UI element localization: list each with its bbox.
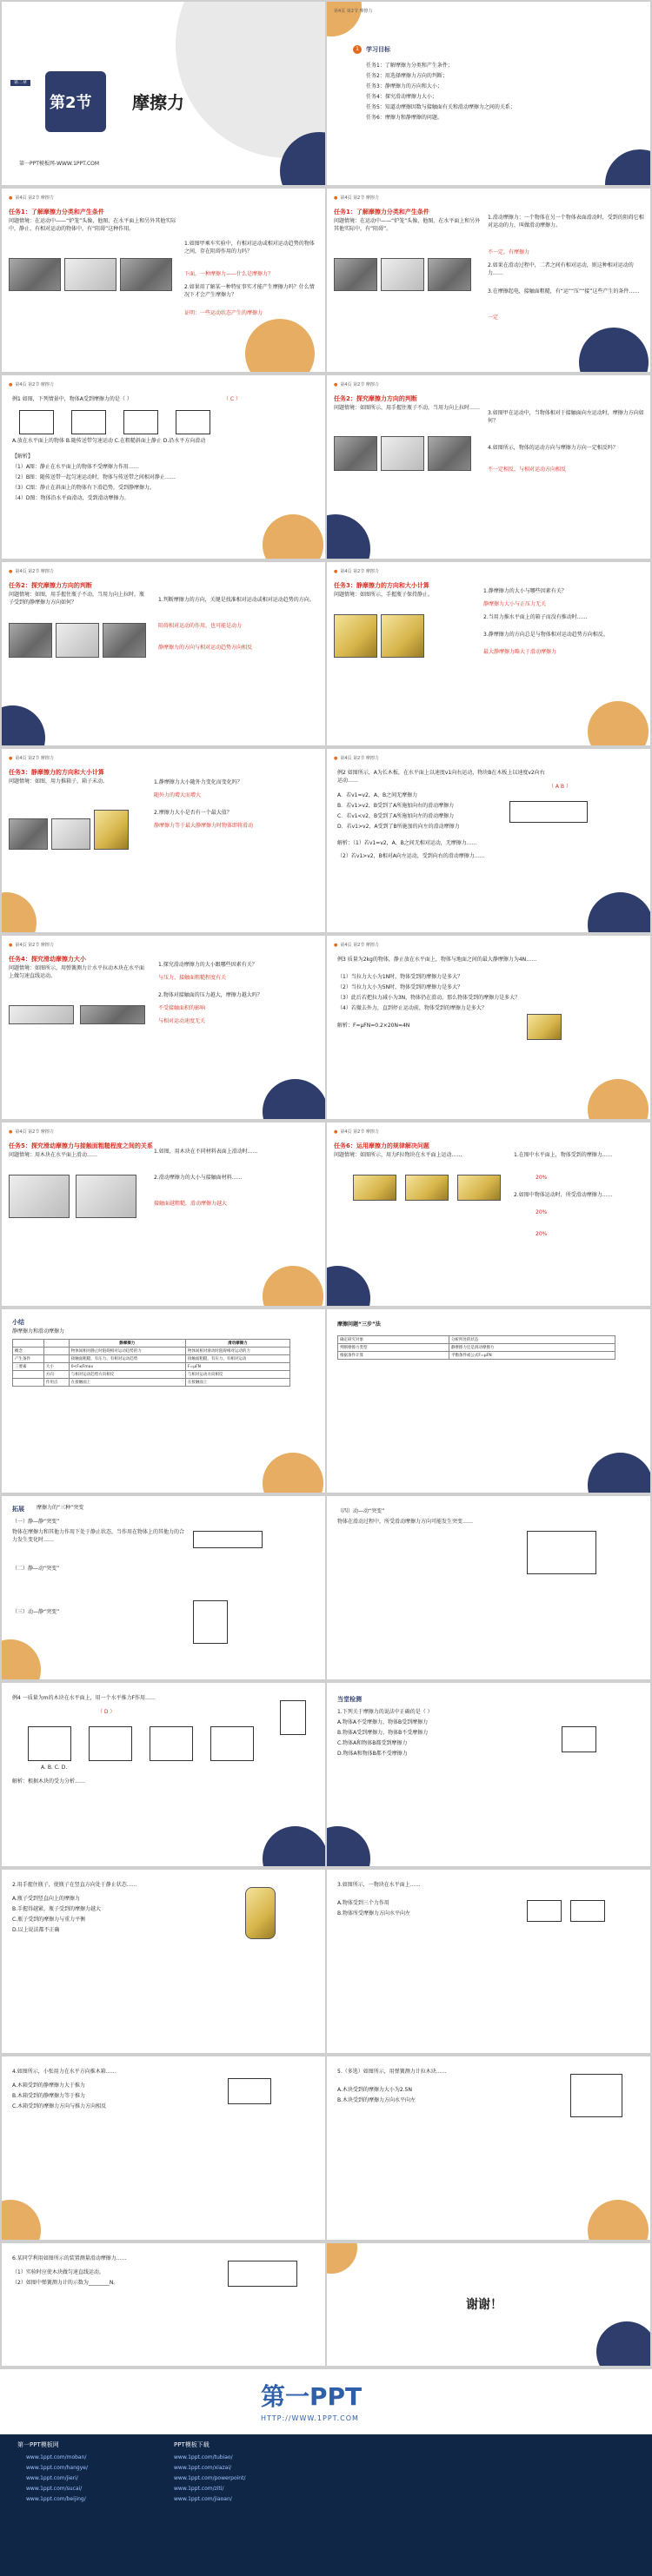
- slide-header: ● 第4页 第2节 摩擦力: [9, 195, 54, 201]
- quiz-question: 6.某同学利用如图所示的装置测量滑动摩擦力……: [12, 2255, 127, 2261]
- answer-red: 随外力的增大而增大: [154, 792, 202, 798]
- slide-task4[interactable]: [2, 936, 325, 1119]
- hint-text: 下面，一种摩擦力——什么是摩擦力？: [184, 271, 274, 277]
- deco-navy-circle: [2, 705, 45, 745]
- footer-link[interactable]: www.1ppt.com/ziti/: [174, 2486, 224, 2492]
- summary-heading: 小结: [12, 1319, 24, 1326]
- slide-example3[interactable]: [327, 936, 650, 1119]
- percent-label: 20%: [536, 1209, 548, 1215]
- sub-question: （4）若撤去外力，直到停止运动前，物体受到的摩擦力是多大？: [337, 1005, 487, 1011]
- summary-table: 静摩擦力 滑动摩擦力 概念 物体间相对静止时阻碍相对运动趋势的力 物体间相对滑动时阻碍相对运动的力 产生条件 接触面粗糙、有压力、有相对运动趋势 接触面粗糙、有压力、有相对运动 三要素 大小 0<F≤Fmax F=μFN 方向 与相对运动趋势方向相反 与相对运动方向相反 作用点 在接触面上 在接触面上: [12, 1339, 290, 1387]
- slide-header: 第4页 第2节 摩擦力: [334, 9, 373, 14]
- slide-example2[interactable]: [327, 749, 650, 932]
- quiz-option: B.物体所受摩擦力方向水平向左: [337, 1910, 411, 1917]
- extension-line: （四）动—动“突变”: [337, 1508, 385, 1514]
- section-number: 第2节: [50, 94, 92, 112]
- quiz-option: A.物体受到三个力作用: [337, 1900, 389, 1906]
- task-title: 任务2：探究摩擦力方向的判断: [334, 395, 417, 402]
- quiz-option: B.木块受到的摩擦力方向水平向左: [337, 2097, 416, 2103]
- steps-table: 确定研究对象 分析所处的状态 判断摩擦力类型 静摩擦力还是滑动摩擦力 根据条件计算 平衡条件或公式F=μFN: [337, 1335, 615, 1360]
- quiz-option: D.物体A和物体B都不受摩擦力: [337, 1751, 408, 1757]
- diagram: [527, 1900, 562, 1922]
- quiz-option: B.手握得越紧，瓶子受到的摩擦力越大: [12, 1906, 102, 1912]
- slide-task3a[interactable]: [327, 562, 650, 745]
- slide-goals[interactable]: [327, 2, 650, 185]
- deco-orange-circle: [2, 1639, 41, 1679]
- problem-text: 问题情境：如图，用手握住瓶子不动，当用力向上拉时，瓶子受到的静摩擦力方向如何？: [9, 592, 145, 606]
- question-text: 4.如图所示，物体的运动方向与摩擦力方向一定相反吗？: [488, 445, 618, 451]
- solution-line: （2）B图：随传送带一起匀速运动时，物体与传送带之间相对静止……: [12, 474, 176, 480]
- question-text: 2.物体对接触面的压力越大，摩擦力越大吗？: [158, 992, 263, 998]
- problem-text: 问题情境：如图所示，手握瓶子保持静止。: [334, 592, 434, 598]
- question-text: 1.在图中水平面上，物体受到的摩擦力……: [514, 1152, 613, 1158]
- photo: [64, 258, 116, 291]
- problem-text: 问题情境：如图，用力推箱子，箱子未动。: [9, 778, 109, 785]
- goals-badge: 1: [353, 45, 362, 54]
- quiz-question: 3.如图所示，一物块在水平面上……: [337, 1882, 421, 1888]
- slide-header: ● 第4页 第2节 摩擦力: [334, 382, 379, 387]
- footer-link[interactable]: www.1ppt.com/jiaoan/: [174, 2496, 232, 2502]
- quiz-option: A.瓶子受到竖直向上的摩擦力: [12, 1896, 80, 1902]
- diagram: [228, 2261, 297, 2287]
- photo: [405, 1175, 449, 1201]
- photo: [56, 623, 99, 658]
- graph: [28, 1726, 71, 1761]
- example-question: 例1 如图，下列情景中，物体A受到摩擦力的是（ ）: [12, 396, 132, 402]
- slide-task1a[interactable]: [2, 189, 325, 372]
- goal-item: 任务3：静摩擦力的方向和大小；: [366, 83, 442, 89]
- diagram: [176, 410, 210, 434]
- example-answer: （ C ）: [223, 396, 242, 402]
- slide-task6[interactable]: [327, 1122, 650, 1306]
- photo: [334, 436, 377, 471]
- question-text: 1.探究滑动摩擦力的大小跟哪些因素有关？: [158, 962, 257, 968]
- problem-text: 问题情境：如图所示，用弹簧测力计水平拉动木块在水平面上做匀速直线运动。: [9, 965, 145, 979]
- photo: [527, 1014, 562, 1040]
- quiz-option: B.木箱受到的静摩擦力等于推力: [12, 2093, 86, 2099]
- footer-link[interactable]: www.1ppt.com/beijing/: [26, 2496, 86, 2502]
- deco-orange-circle: [263, 1266, 323, 1306]
- footer-logo: 第一PPT: [261, 2382, 363, 2411]
- question-text: 3.如图甲在运动中，当物体相对于接触面向左运动时，摩擦力方向如何？: [488, 410, 644, 424]
- diagram: [193, 1600, 228, 1644]
- diagram: [527, 1531, 596, 1574]
- task-title: 任务2：探究摩擦力方向的判断: [9, 582, 92, 589]
- graph: [570, 2074, 622, 2117]
- goal-item: 任务2：用选择摩擦力方向的判断；: [366, 73, 448, 79]
- chapter-pill: 第二章: [10, 80, 30, 86]
- deco-navy-circle: [588, 1453, 650, 1493]
- question-text: 2.如图中物体运动时，所受滑动摩擦力……: [514, 1192, 613, 1198]
- answer-red: 阻碍相对运动的作用，也可能是动力: [158, 623, 243, 629]
- answer-red: 不一定相反，与相对运动方向相反: [488, 467, 567, 473]
- photo: [428, 436, 471, 471]
- photo: [9, 623, 52, 658]
- example-question: 例2 如图所示，A为长木板，在水平面上以速度v1向右运动，物块B在木板上以速度v2向右运动……: [337, 770, 545, 784]
- slide-extension[interactable]: [2, 1496, 325, 1679]
- quiz-option: A.木箱受到的静摩擦力大于推力: [12, 2083, 85, 2089]
- slide-header: ● 第4页 第2节 摩擦力: [334, 569, 379, 574]
- extension-line: （三）动—静“突变”: [12, 1609, 60, 1615]
- option-d: D．若v1>v2，A受到了B所施加的向左的滑动摩擦力: [337, 824, 460, 830]
- question-text: 1.如图，用木块在不同材料表面上滑动时……: [154, 1149, 258, 1155]
- deco-navy-circle: [588, 892, 650, 932]
- deco-navy-circle: [327, 1826, 370, 1866]
- photo: [381, 258, 424, 291]
- task-title: 任务1：了解摩擦力分类和产生条件: [334, 209, 429, 215]
- deco-orange-circle: [2, 2200, 41, 2240]
- extension-line: 物体在摩擦力和其他力作用下处于静止状态，当作用在物体上的其他力的合力发生变化时……: [12, 1529, 185, 1543]
- question-text: 1.静摩擦力的大小与哪些因素有关？: [483, 588, 567, 594]
- footer-right-title: PPT模板下载: [174, 2441, 210, 2448]
- cover-title: 摩擦力: [132, 92, 184, 113]
- solution-line: 解析：根据木块的受力分析……: [12, 1778, 86, 1785]
- question-text: 2.如果用了解某一种特征事实才能产生摩擦力吗？什么情况下才会产生摩擦力？: [184, 284, 315, 298]
- photo: [428, 258, 471, 291]
- deco-orange-circle: [588, 1079, 649, 1119]
- deco-orange-circle: [327, 2243, 357, 2274]
- deco-orange-circle: [263, 514, 323, 559]
- footer-link[interactable]: www.1ppt.com/sucai/: [26, 2486, 83, 2492]
- slide-task2a[interactable]: [327, 375, 650, 559]
- solution-line: 解析：F=μFN=0.2×20N=4N: [337, 1023, 410, 1029]
- diagram: [123, 410, 158, 434]
- answer-red: 不受接触面积的影响: [158, 1005, 206, 1011]
- solution-label: 【解析】: [12, 454, 34, 460]
- goal-item: 任务6：摩擦力和静摩擦的问题。: [366, 115, 442, 121]
- problem-text: 问题情境：在运动中——“炉笼”头像，他图，在水平面上和另外其他实际中，静止、有相对运动的物体中，有“阻碍”这种作用。: [9, 218, 176, 232]
- slide-quiz-3[interactable]: [327, 1870, 650, 2053]
- slide-header: ● 第4页 第2节 摩擦力: [334, 756, 379, 761]
- goal-item: 任务5：知道动摩擦因数与接触面有关和滑动摩擦力之间的关系；: [366, 104, 516, 110]
- problem-text: 问题情境：在运动中——“炉笼”头像，他图，在水平面上和另外其他实际中，有“阻碍”。: [334, 218, 481, 232]
- footer-link[interactable]: www.1ppt.com/moban/: [26, 2454, 87, 2460]
- slide-quiz-1[interactable]: [327, 1683, 650, 1866]
- answer-red: 不一定，有摩擦力: [488, 249, 530, 255]
- diagram: [509, 801, 588, 823]
- diagram: [570, 1900, 605, 1922]
- slide-header: ● 第4页 第2节 摩擦力: [9, 569, 54, 574]
- deco-orange-circle: [263, 1453, 323, 1493]
- option-a: A．若v1=v2，A、B之间无摩擦力: [337, 792, 418, 798]
- quiz-option: C.物体A和物体B都受到摩擦力: [337, 1740, 408, 1746]
- question-text: 1.如图甲乘车实验中，有相对运动或相对运动趋势的物体之间，存在阻碍作用的力吗？: [184, 241, 315, 255]
- answer-red: 接触面越粗糙，滑动摩擦力越大: [154, 1201, 228, 1207]
- quiz-question: 1.下列关于摩擦力的说法中正确的是（ ）: [337, 1709, 433, 1715]
- photo: [381, 614, 424, 658]
- slide-header: ● 第4页 第2节 摩擦力: [334, 1129, 379, 1135]
- thanks-text: 谢谢！: [466, 2298, 502, 2312]
- answer-text: 1.判断摩擦力的方向，关键是找准相对运动或相对运动趋势的方向。: [158, 597, 315, 603]
- deco-navy-circle: [327, 1266, 370, 1306]
- sub-question: （2）当拉力大小为5N时，物体受到的摩擦力是多大？: [337, 984, 463, 990]
- slide-header: ● 第4页 第2节 摩擦力: [9, 943, 54, 948]
- percent-label: 20%: [536, 1175, 548, 1181]
- goal-item: 任务1：了解摩擦力分类和产生条件；: [366, 63, 453, 69]
- answer-text: 证明：一些运动状态产生的摩擦力: [184, 310, 263, 316]
- answer-text: 3.在摩擦起电，接触面粗糙，有“运”“压”“接”这些产生的条件……: [488, 288, 640, 295]
- quiz-question: 5.（多选）如图所示，用弹簧测力计拉木块……: [337, 2069, 447, 2075]
- deco-orange-circle: [588, 701, 649, 745]
- footer-url: HTTP://WWW.1PPT.COM: [261, 2414, 359, 2422]
- graph: [150, 1726, 193, 1761]
- task-title: 任务3：静摩擦力的方向和大小计算: [9, 769, 104, 776]
- extension-line: （一）静—静“突变”: [12, 1519, 60, 1525]
- footer-left-title: 第一PPT模板网: [17, 2441, 59, 2448]
- question-text: 3.静摩擦力的方向总是与物体相对运动趋势方向相反。: [483, 632, 609, 638]
- photo: [103, 623, 146, 658]
- photo: [381, 436, 424, 471]
- solution-line: 解析：（1）若v1=v2，A、B之间无相对运动，无摩擦力……: [337, 840, 477, 846]
- quiz-option: A.木块受到的摩擦力大小为2.5N: [337, 2087, 412, 2093]
- problem-text: 问题情境：如图所示，用手握住瓶子不动，当用力向上拉时……: [334, 405, 481, 411]
- problem-text: 问题情境：如图所示，用力F拉物块在水平面上运动……: [334, 1152, 462, 1158]
- slide-extension-2[interactable]: [327, 1496, 650, 1679]
- example-answer: （ D ）: [97, 1709, 116, 1715]
- photo: [120, 258, 172, 291]
- quiz-option: （1）实验时应使木块做匀速直线运动。: [12, 2269, 104, 2275]
- slide-example1[interactable]: [2, 375, 325, 559]
- answer-text: 1.滑动摩擦力：一个物体在另一个物体表面滑动时，受到的阻碍它相对运动的力，叫做滑动摩擦力。: [488, 215, 644, 228]
- deco-orange-circle: [588, 2200, 649, 2240]
- task-title: 任务4：探究滑动摩擦力大小: [9, 956, 86, 963]
- extension-line: 物体在滑动过程中，所受滑动摩擦力方向可能发生突变……: [337, 1519, 474, 1525]
- graph: [89, 1726, 132, 1761]
- slide-task1b[interactable]: [327, 189, 650, 372]
- extension-heading: 拓展: [12, 1506, 24, 1513]
- quiz-option: C.木箱受到的摩擦力方向与推力方向相反: [12, 2103, 107, 2109]
- photo: [9, 818, 48, 850]
- answer-red: 与压力、接触面粗糙程度有关: [158, 975, 227, 981]
- site-label: 第一PPT模板网-WWW.1PPT.COM: [19, 161, 100, 167]
- quiz-option: C.瓶子受到的摩擦力与重力平衡: [12, 1917, 86, 1923]
- solution-line: （3）C图：静止在斜面上的物体有下滑趋势，受到静摩擦力。: [12, 485, 156, 491]
- task-title: 任务6：运用摩擦力的规律解决问题: [334, 1142, 429, 1149]
- quiz-option: D.以上说法都不正确: [12, 1927, 60, 1933]
- deco-navy-circle: [605, 149, 650, 185]
- slide-three-steps[interactable]: [327, 1309, 650, 1493]
- question-text: 1.静摩擦力大小随外力变化而变化吗？: [154, 779, 243, 785]
- quiz-option: A.物体A不受摩擦力，物体B受到摩擦力: [337, 1719, 429, 1725]
- slide-example4[interactable]: [2, 1683, 325, 1866]
- question-text: 2.当用力推水平面上的箱子而没有推动时……: [483, 614, 588, 620]
- answer-red: 与相对运动速度无关: [158, 1018, 206, 1024]
- quiz-option: （2）如图中弹簧测力计的示数为________N。: [12, 2280, 119, 2286]
- photo: [9, 258, 61, 291]
- footer-link[interactable]: www.1ppt.com/hangye/: [26, 2465, 88, 2471]
- photo: [9, 1175, 70, 1218]
- footer-link[interactable]: www.1ppt.com/tubiao/: [174, 2454, 233, 2460]
- sub-question: （3）此后若把拉力减小为3N，物体仍在滑动，那么物体受到的摩擦力是多大？: [337, 995, 521, 1001]
- steps-heading: 摩擦问题“三步”法: [337, 1321, 381, 1328]
- footer-link[interactable]: www.1ppt.com/xiazai/: [174, 2465, 232, 2471]
- quiz-heading: 当堂检测: [337, 1696, 362, 1703]
- photo: [51, 818, 90, 850]
- slide-quiz-2[interactable]: [2, 1870, 325, 2053]
- photo: [80, 1005, 145, 1024]
- photo: [334, 258, 377, 291]
- deco-orange-circle: [327, 2, 362, 36]
- diagram: [228, 2078, 271, 2104]
- diagram: [71, 410, 106, 434]
- task-title: 任务1：了解摩擦力分类和产生条件: [9, 209, 104, 215]
- extension-line: （二）静—动“突变”: [12, 1566, 60, 1572]
- answer-red: 一定: [488, 315, 499, 321]
- deco-navy-circle: [579, 328, 649, 372]
- slide-header: ● 第4页 第2节 摩擦力: [9, 756, 54, 761]
- diagram: [19, 410, 54, 434]
- answer-red: 静摩擦力等于最大静摩擦力时物体即将滑动: [154, 823, 254, 829]
- option-b: B．若v1>v2，B受到了A所施加向右的滑动摩擦力: [337, 803, 455, 809]
- extension-subheading: 摩擦力的“三种”突变: [37, 1505, 84, 1511]
- answer-text: 2.如果在滑动过程中，二者之间有相对运动，则这种相对运动的力……: [488, 262, 634, 276]
- quiz-option: B.物体A受到摩擦力，物体B不受摩擦力: [337, 1730, 429, 1736]
- photo: [76, 1175, 136, 1218]
- option-c: C．若v1<v2，B受到了A所施加向左的滑动摩擦力: [337, 813, 455, 819]
- slide-thanks[interactable]: [327, 2243, 650, 2366]
- photo: [353, 1175, 396, 1201]
- summary-subheading: 静摩擦力和滑动摩擦力: [12, 1328, 65, 1334]
- photo: [94, 810, 129, 850]
- footer-link[interactable]: www.1ppt.com/jieri/: [26, 2475, 78, 2481]
- example-options: A.放在水平面上的物体 B.随传送带匀速运动 C.在粗糙斜面上静止 D.沿水平方向滑动: [12, 438, 206, 444]
- example-question: 例4 一质量为m的木块在水平面上，用一个水平推力F作用……: [12, 1695, 156, 1701]
- graph-labels: A. B. C. D.: [41, 1765, 68, 1771]
- slide-quiz-6[interactable]: [2, 2243, 325, 2366]
- slide-header: ● 第4页 第2节 摩擦力: [334, 943, 379, 948]
- slide-cover[interactable]: [2, 2, 325, 185]
- graph: [210, 1726, 254, 1761]
- deco-orange-circle: [245, 319, 315, 372]
- diagram: [280, 1700, 306, 1735]
- quiz-question: 2.用手握住瓶子，使瓶子在竖直方向处于静止状态……: [12, 1882, 137, 1888]
- slide-header: ● 第4页 第2节 摩擦力: [334, 195, 379, 201]
- slide-task3b[interactable]: [2, 749, 325, 932]
- solution-line: （2）若v1>v2，B相对A向左运动，受到向右的滑动摩擦力……: [337, 853, 485, 859]
- answer-red: 最大静摩擦力略大于滑动摩擦力: [483, 649, 557, 655]
- quiz-question: 4.如图所示，小张用力在水平方向推木箱……: [12, 2069, 116, 2075]
- goal-item: 任务4：探究滑动摩擦力大小；: [366, 94, 437, 100]
- photo: [457, 1175, 501, 1201]
- slide-summary[interactable]: [2, 1309, 325, 1493]
- photo: [334, 614, 377, 658]
- slide-header: ● 第4页 第2节 摩擦力: [9, 1129, 54, 1135]
- answer-red: 静摩擦力的方向与相对运动趋势方向相反: [158, 645, 253, 651]
- sub-question: （1）当拉力大小为1N时，物体受到的摩擦力是多大？: [337, 974, 463, 980]
- task-title: 任务3：静摩擦力的方向和大小计算: [334, 582, 429, 589]
- diagram: [562, 1726, 596, 1752]
- deco-navy-circle: [596, 2321, 650, 2366]
- goals-heading: 学习目标: [366, 46, 390, 53]
- percent-label: 20%: [536, 1231, 548, 1237]
- deco-navy-circle: [327, 514, 370, 559]
- task-title: 任务5：探究滑动摩擦力与接触面粗糙程度之间的关系: [9, 1142, 153, 1149]
- problem-text: 问题情境：用木块在水平面上滑动……: [9, 1152, 98, 1158]
- deco-orange-circle: [2, 892, 37, 932]
- answer-red: 静摩擦力大小与正压力无关: [483, 601, 547, 607]
- photo: [9, 1005, 74, 1024]
- bottle-photo: [245, 1887, 276, 1939]
- slide-quiz-5[interactable]: [327, 2056, 650, 2240]
- slide-task2b[interactable]: [2, 562, 325, 745]
- slide-header: ● 第4页 第2节 摩擦力: [9, 382, 54, 387]
- diagram: [193, 1531, 263, 1548]
- question-text: 2.摩擦力大小是否有一个最大值？: [154, 810, 232, 816]
- example-question: 例3 质量为2kg的物体，静止放在水平面上，物体与地面之间的最大静摩擦力为4N……: [337, 957, 537, 963]
- footer-advert: [0, 2369, 652, 2576]
- deco-navy-circle: [263, 1079, 325, 1119]
- example-answer: （ A B ）: [549, 784, 571, 790]
- deco-navy-circle: [263, 1826, 325, 1866]
- question-text: 2.滑动摩擦力的大小与接触面材料……: [154, 1175, 243, 1181]
- slide-task5[interactable]: [2, 1122, 325, 1306]
- footer-link[interactable]: www.1ppt.com/powerpoint/: [174, 2475, 246, 2481]
- slide-quiz-4[interactable]: [2, 2056, 325, 2240]
- solution-line: （1）A图：静止在水平面上的物体不受摩擦力作用……: [12, 464, 139, 470]
- solution-line: （4）D图：物体沿水平面滑动，受到滑动摩擦力。: [12, 495, 130, 501]
